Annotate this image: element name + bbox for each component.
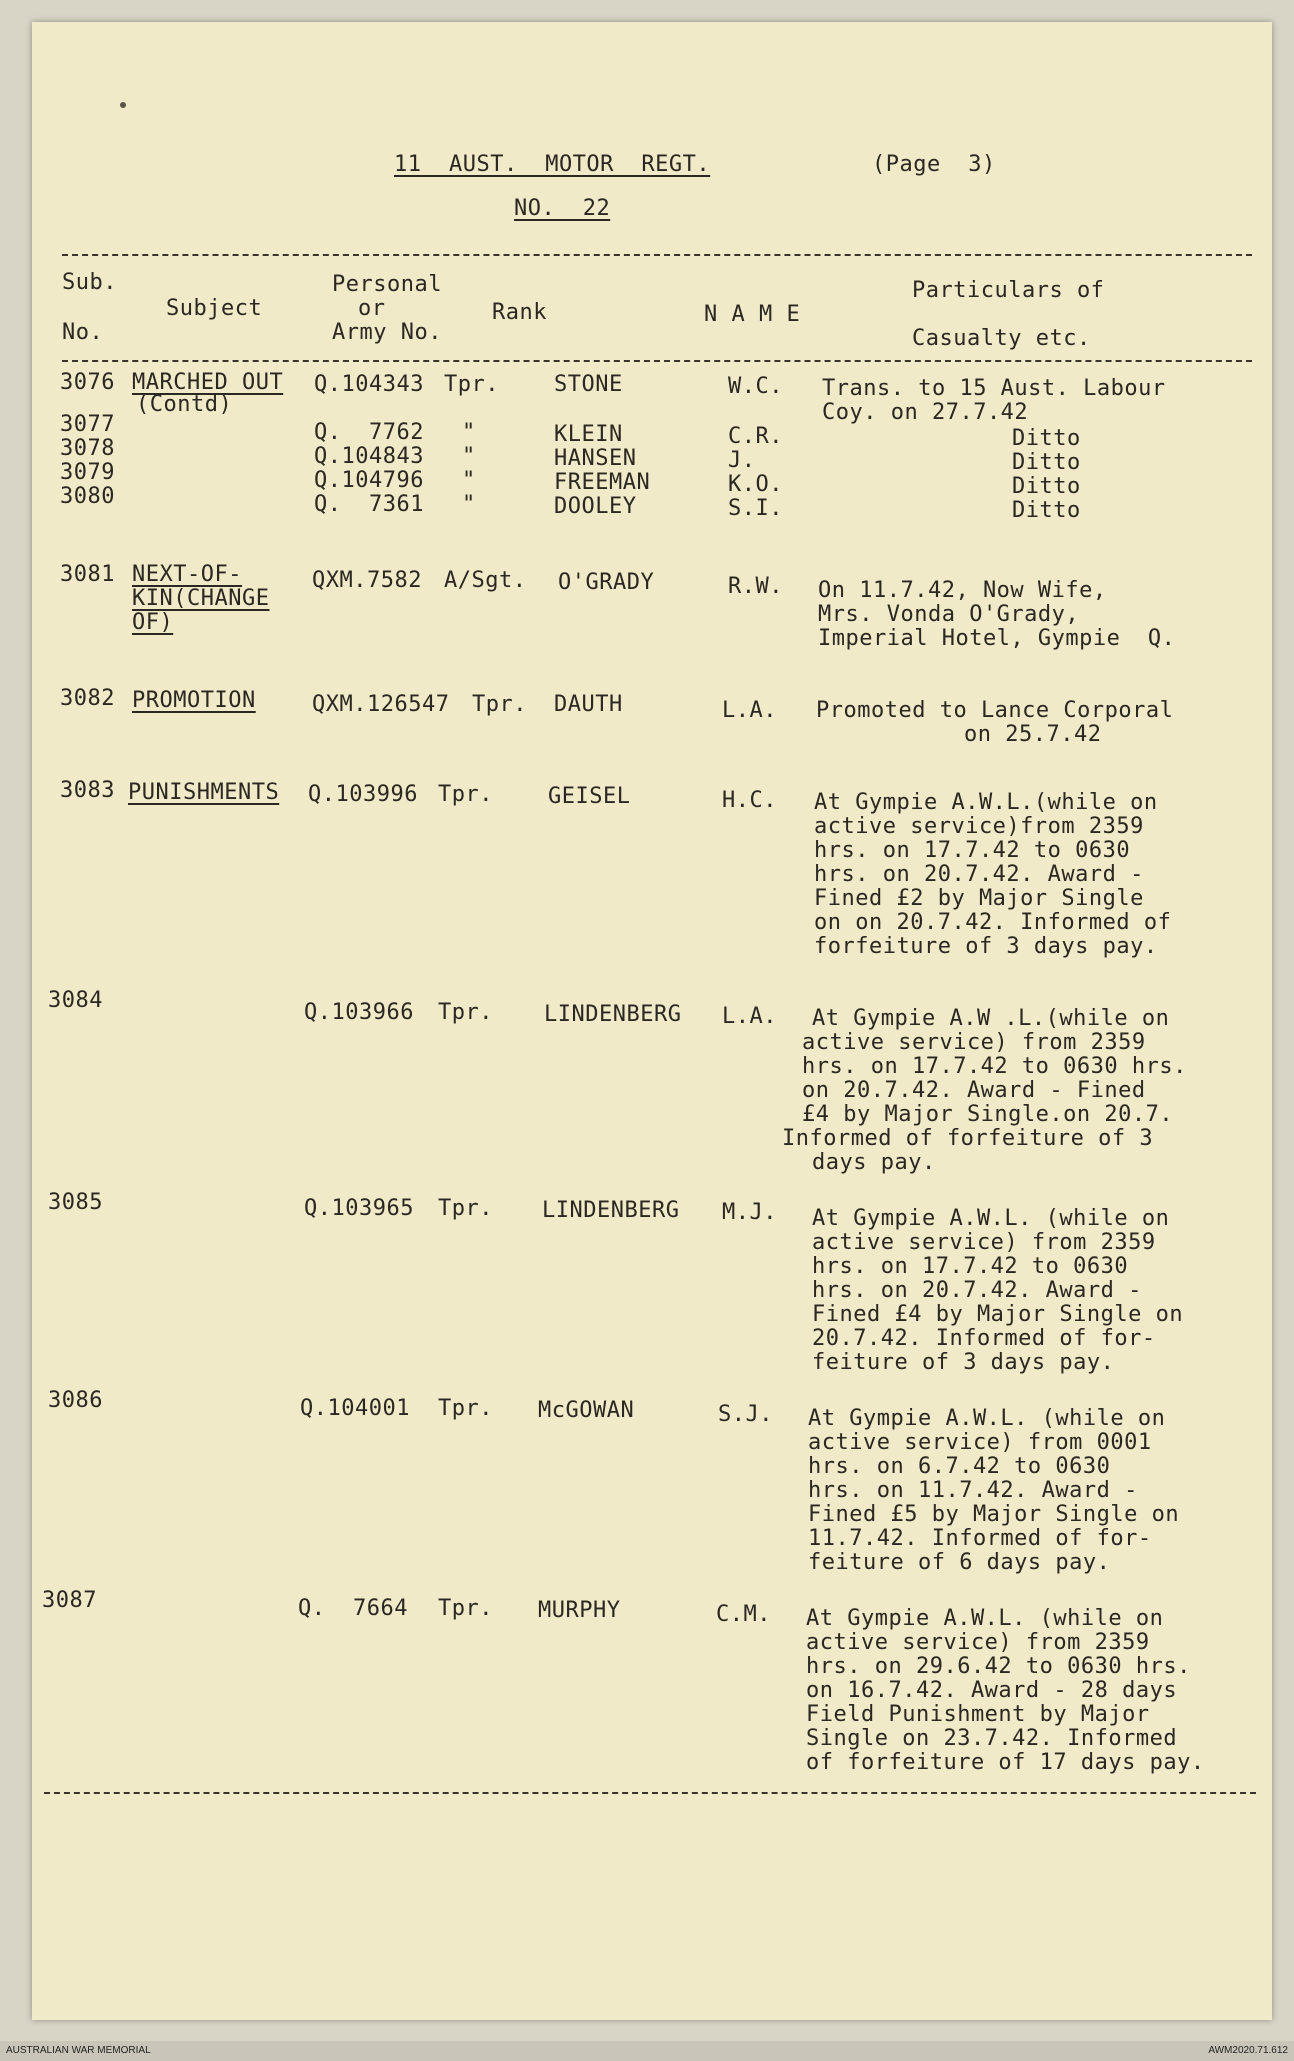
entry-3085-part-6: 20.7.42. Informed of for- — [812, 1326, 1156, 1351]
entry-3083-rank: Tpr. — [438, 782, 493, 807]
entry-3082-rank: Tpr. — [472, 692, 527, 717]
entry-3078-rank: " — [462, 444, 476, 469]
entry-3085-surname: LINDENBERG — [542, 1198, 680, 1223]
entry-3084-part-3: hrs. on 17.7.42 to 0630 hrs. — [802, 1054, 1187, 1079]
entry-3087-part-4: on 16.7.42. Award - 28 days — [806, 1678, 1178, 1703]
entry-3085-part-2: active service) from 2359 — [812, 1230, 1156, 1255]
entry-3086-part-5: Fined £5 by Major Single on — [808, 1502, 1180, 1527]
entry-3081-part-2: Mrs. Vonda O'Grady, — [818, 602, 1080, 627]
entry-3079-army: Q.104796 — [314, 468, 424, 493]
entry-3083-part-5: Fined £2 by Major Single — [814, 886, 1144, 911]
entry-3084-surname: LINDENBERG — [544, 1002, 682, 1027]
entry-3077-part-1: Ditto — [1012, 426, 1081, 451]
entry-3083-subject: PUNISHMENTS — [128, 780, 280, 805]
entry-3082-part-1: Promoted to Lance Corporal — [816, 698, 1174, 723]
entry-3086-part-3: hrs. on 6.7.42 to 0630 — [808, 1454, 1111, 1479]
entry-3081-army: QXM.7582 — [312, 568, 422, 593]
entry-3081-subject-3: OF) — [132, 610, 174, 635]
entry-3078-surname: HANSEN — [554, 446, 637, 471]
col-subject: Subject — [166, 296, 263, 321]
entry-3083-no: 3083 — [60, 778, 115, 803]
col-name: N A M E — [704, 302, 801, 327]
entry-3079-rank: " — [462, 468, 476, 493]
entry-3076-initials: W.C. — [728, 374, 783, 399]
unit-title: 11 AUST. MOTOR REGT. — [394, 152, 711, 177]
entry-3084-part-5: £4 by Major Single.on 20.7. — [802, 1102, 1174, 1127]
entry-3087-part-3: hrs. on 29.6.42 to 0630 hrs. — [806, 1654, 1191, 1679]
entry-3087-part-7: of forfeiture of 17 days pay. — [806, 1750, 1205, 1775]
entry-3087-part-2: active service) from 2359 — [806, 1630, 1150, 1655]
page-number: (Page 3) — [872, 152, 996, 177]
entry-3085-army: Q.103965 — [304, 1196, 414, 1221]
entry-3079-surname: FREEMAN — [554, 470, 651, 495]
entry-3077-army: Q. 7762 — [314, 420, 424, 445]
entry-3086-initials: S.J. — [718, 1402, 773, 1427]
col-particulars: Particulars of — [912, 278, 1105, 303]
entry-3082-no: 3082 — [60, 686, 115, 711]
col-sub-no: Sub. — [62, 270, 117, 295]
entry-3081-subject: NEXT-OF- — [132, 562, 242, 587]
entry-3086-rank: Tpr. — [438, 1396, 493, 1421]
entry-3081-no: 3081 — [60, 562, 115, 587]
entry-3080-army: Q. 7361 — [314, 492, 424, 517]
entry-3076-surname: STONE — [554, 372, 623, 397]
archive-name: AUSTRALIAN WAR MEMORIAL — [6, 2045, 151, 2056]
entry-3083-surname: GEISEL — [548, 784, 631, 809]
entry-3086-part-2: active service) from 0001 — [808, 1430, 1152, 1455]
entry-3084-army: Q.103966 — [304, 1000, 414, 1025]
entry-3081-part-1: On 11.7.42, Now Wife, — [818, 578, 1107, 603]
archive-footer — [0, 2041, 1294, 2061]
entry-3079-initials: K.O. — [728, 472, 783, 497]
entry-3084-rank: Tpr. — [438, 1000, 493, 1025]
entry-3082-part-2: on 25.7.42 — [964, 722, 1102, 747]
entry-3082-army: QXM.126547 — [312, 692, 450, 717]
entry-3076-part-2: Coy. on 27.7.42 — [822, 400, 1029, 425]
document-page — [32, 22, 1272, 2020]
header-rule-top — [62, 254, 1252, 256]
entry-3084-part-4: on 20.7.42. Award - Fined — [802, 1078, 1146, 1103]
entry-3085-part-1: At Gympie A.W.L. (while on — [812, 1206, 1170, 1231]
entry-3082-surname: DAUTH — [554, 692, 623, 717]
entry-3076-rank: Tpr. — [444, 372, 499, 397]
entry-3084-no: 3084 — [48, 988, 103, 1013]
entry-3084-part-7: days pay. — [812, 1150, 936, 1175]
entry-3077-rank: " — [462, 420, 476, 445]
entry-3087-army: Q. 7664 — [298, 1596, 408, 1621]
entry-3076-army: Q.104343 — [314, 372, 424, 397]
entry-3077-surname: KLEIN — [554, 422, 623, 447]
header-rule-bottom — [62, 360, 1252, 362]
entry-3083-part-3: hrs. on 17.7.42 to 0630 — [814, 838, 1131, 863]
entry-3083-part-7: forfeiture of 3 days pay. — [814, 934, 1158, 959]
entry-3085-rank: Tpr. — [438, 1196, 493, 1221]
entry-3082-initials: L.A. — [722, 698, 777, 723]
entry-3076-subject-contd: (Contd) — [136, 392, 233, 417]
archive-reference: AWM2020.71.612 — [1208, 2045, 1288, 2056]
entry-3086-part-4: hrs. on 11.7.42. Award - — [808, 1478, 1138, 1503]
entry-3084-part-2: active service) from 2359 — [802, 1030, 1146, 1055]
entry-3076-subject: MARCHED OUT — [132, 370, 284, 395]
entry-3081-surname: O'GRADY — [558, 570, 655, 595]
entry-3086-part-6: 11.7.42. Informed of for- — [808, 1526, 1152, 1551]
entry-3083-initials: H.C. — [722, 788, 777, 813]
entry-3087-part-5: Field Punishment by Major — [806, 1702, 1150, 1727]
col-army-no: Army No. — [332, 320, 442, 345]
col-casualty: Casualty etc. — [912, 326, 1091, 351]
col-personal: Personal — [332, 272, 442, 297]
entry-3086-army: Q.104001 — [300, 1396, 410, 1421]
entry-3084-part-1: At Gympie A.W .L.(while on — [812, 1006, 1170, 1031]
entry-3081-rank: A/Sgt. — [444, 568, 527, 593]
col-rank: Rank — [492, 300, 547, 325]
entry-3080-part-1: Ditto — [1012, 498, 1081, 523]
entry-3085-initials: M.J. — [722, 1200, 777, 1225]
entry-3085-no: 3085 — [48, 1190, 103, 1215]
entry-3083-part-1: At Gympie A.W.L.(while on — [814, 790, 1158, 815]
entry-3087-surname: MURPHY — [538, 1598, 621, 1623]
entry-3083-part-4: hrs. on 20.7.42. Award - — [814, 862, 1144, 887]
entry-3084-initials: L.A. — [722, 1004, 777, 1029]
footer-rule — [44, 1792, 1256, 1794]
entry-3083-part-6: on on 20.7.42. Informed of — [814, 910, 1172, 935]
entry-3087-rank: Tpr. — [438, 1596, 493, 1621]
entry-3077-no: 3077 — [60, 412, 115, 437]
entry-3080-rank: " — [462, 492, 476, 517]
entry-3081-initials: R.W. — [728, 574, 783, 599]
entry-3078-army: Q.104843 — [314, 444, 424, 469]
entry-3084-part-6: Informed of forfeiture of 3 — [782, 1126, 1154, 1151]
entry-3087-initials: C.M. — [716, 1602, 771, 1627]
entry-3086-part-7: feiture of 6 days pay. — [808, 1550, 1111, 1575]
entry-3080-surname: DOOLEY — [554, 494, 637, 519]
entry-3087-no: 3087 — [42, 1588, 97, 1613]
entry-3082-subject: PROMOTION — [132, 688, 256, 713]
entry-3081-subject-2: KIN(CHANGE — [132, 586, 270, 611]
entry-3085-part-3: hrs. on 17.7.42 to 0630 — [812, 1254, 1129, 1279]
entry-3087-part-1: At Gympie A.W.L. (while on — [806, 1606, 1164, 1631]
entry-3083-part-2: active service)from 2359 — [814, 814, 1144, 839]
order-number: NO. 22 — [514, 196, 611, 221]
entry-3086-part-1: At Gympie A.W.L. (while on — [808, 1406, 1166, 1431]
entry-3081-part-3: Imperial Hotel, Gympie Q. — [818, 626, 1176, 651]
entry-3085-part-7: feiture of 3 days pay. — [812, 1350, 1115, 1375]
punch-mark — [120, 102, 126, 108]
entry-3080-no: 3080 — [60, 484, 115, 509]
entry-3080-initials: S.I. — [728, 496, 783, 521]
col-sub-no-2: No. — [62, 320, 104, 345]
entry-3086-surname: McGOWAN — [538, 1398, 635, 1423]
entry-3087-part-6: Single on 23.7.42. Informed — [806, 1726, 1178, 1751]
entry-3086-no: 3086 — [48, 1388, 103, 1413]
entry-3078-no: 3078 — [60, 436, 115, 461]
entry-3079-no: 3079 — [60, 460, 115, 485]
entry-3083-army: Q.103996 — [308, 782, 418, 807]
entry-3085-part-5: Fined £4 by Major Single on — [812, 1302, 1184, 1327]
entry-3076-part-1: Trans. to 15 Aust. Labour — [822, 376, 1166, 401]
entry-3078-initials: J. — [728, 448, 756, 473]
entry-3078-part-1: Ditto — [1012, 450, 1081, 475]
col-personal-or: or — [358, 296, 386, 321]
entry-3085-part-4: hrs. on 20.7.42. Award - — [812, 1278, 1142, 1303]
entry-3079-part-1: Ditto — [1012, 474, 1081, 499]
entry-3077-initials: C.R. — [728, 424, 783, 449]
entry-3076-no: 3076 — [60, 370, 115, 395]
